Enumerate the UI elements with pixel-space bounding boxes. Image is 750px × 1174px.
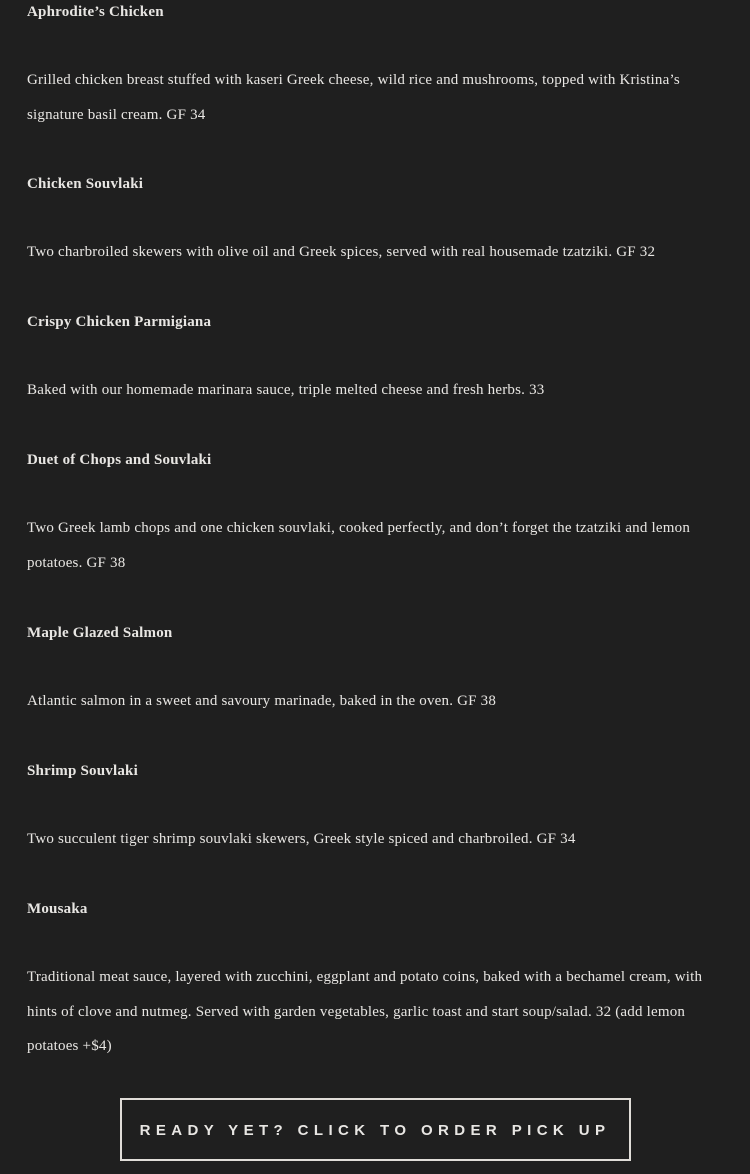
order-cta-container	[0, 1098, 750, 1161]
dish-description: Baked with our homemade marinara sauce, triple melted cheese and fresh herbs. 33	[27, 382, 545, 398]
dish-description: Grilled chicken breast stuffed with kaseri Greek cheese, wild rice and mushrooms, topped with Kristina’s signature basil cream. GF 34	[27, 72, 680, 123]
dish-description: Atlantic salmon in a sweet and savoury marinade, baked in the oven. GF 38	[27, 693, 497, 709]
dish-name: Maple Glazed Salmon	[27, 625, 173, 641]
dish-name: Duet of Chops and Souvlaki	[27, 452, 212, 468]
order-pickup-button[interactable]: READY YET? CLICK TO ORDER PICK UP	[120, 1098, 631, 1161]
dish-name: Aphrodite’s Chicken	[27, 4, 164, 20]
dish-description: Two Greek lamb chops and one chicken souvlaki, cooked perfectly, and don’t forget the tzatziki and lemon potatoes. GF 38	[27, 520, 691, 571]
dish-description: Traditional meat sauce, layered with zucchini, eggplant and potato coins, baked with a bechamel cream, with hints of clove and nutmeg. Served with garden vegetables, garlic toast and start soup/salad. 32 (add lemon potatoes +$4)	[27, 969, 703, 1054]
dish-name: Chicken Souvlaki	[27, 176, 144, 192]
dish-description: Two charbroiled skewers with olive oil and Greek spices, served with real housemade tzatziki. GF 32	[27, 244, 656, 260]
dish-name: Mousaka	[27, 901, 88, 917]
dish-name: Shrimp Souvlaki	[27, 763, 138, 779]
dish-name: Crispy Chicken Parmigiana	[27, 314, 212, 330]
dish-description: Two succulent tiger shrimp souvlaki skewers, Greek style spiced and charbroiled. GF 34	[27, 831, 576, 847]
